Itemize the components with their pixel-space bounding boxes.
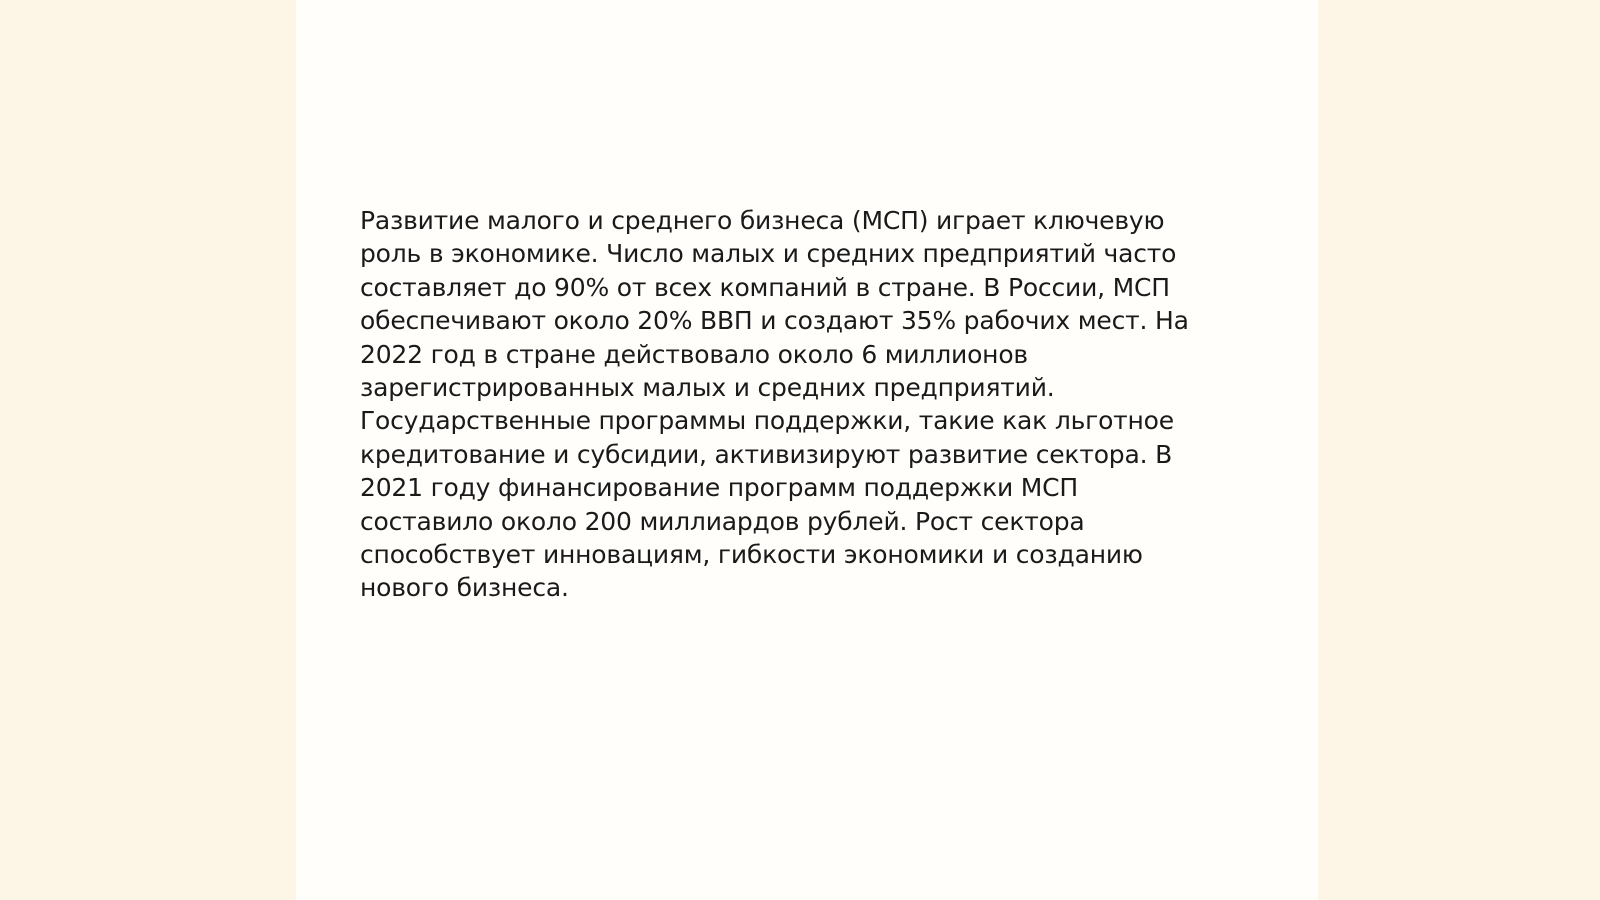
paragraph-line: 2022 год в стране действовало около 6 миллионов xyxy=(360,339,1028,369)
paragraph-line: составляет до 90% от всех компаний в стране. В России, МСП xyxy=(360,272,1170,302)
paragraph-line: составило около 200 миллиардов рублей. Рост сектора xyxy=(360,506,1085,536)
paragraph-line: кредитование и субсидии, активизируют развитие сектора. В xyxy=(360,439,1173,469)
document-page xyxy=(296,0,1318,900)
paragraph-line: роль в экономике. Число малых и средних предприятий часто xyxy=(360,239,1177,269)
paragraph-line: 2021 году финансирование программ поддержки МСП xyxy=(360,473,1078,503)
paragraph-line: обеспечивают около 20% ВВП и создают 35% рабочих мест. На xyxy=(360,306,1189,336)
paragraph-line: Государственные программы поддержки, такие как льготное xyxy=(360,406,1174,436)
paragraph-line: Развитие малого и среднего бизнеса (МСП) играет ключевую xyxy=(360,206,1165,235)
paragraph-line: нового бизнеса. xyxy=(360,573,569,603)
paragraph-line: способствует инновациям, гибкости экономики и созданию xyxy=(360,540,1143,570)
body-paragraph xyxy=(360,204,1240,605)
paragraph-line: зарегистрированных малых и средних предприятий. xyxy=(360,373,1055,403)
